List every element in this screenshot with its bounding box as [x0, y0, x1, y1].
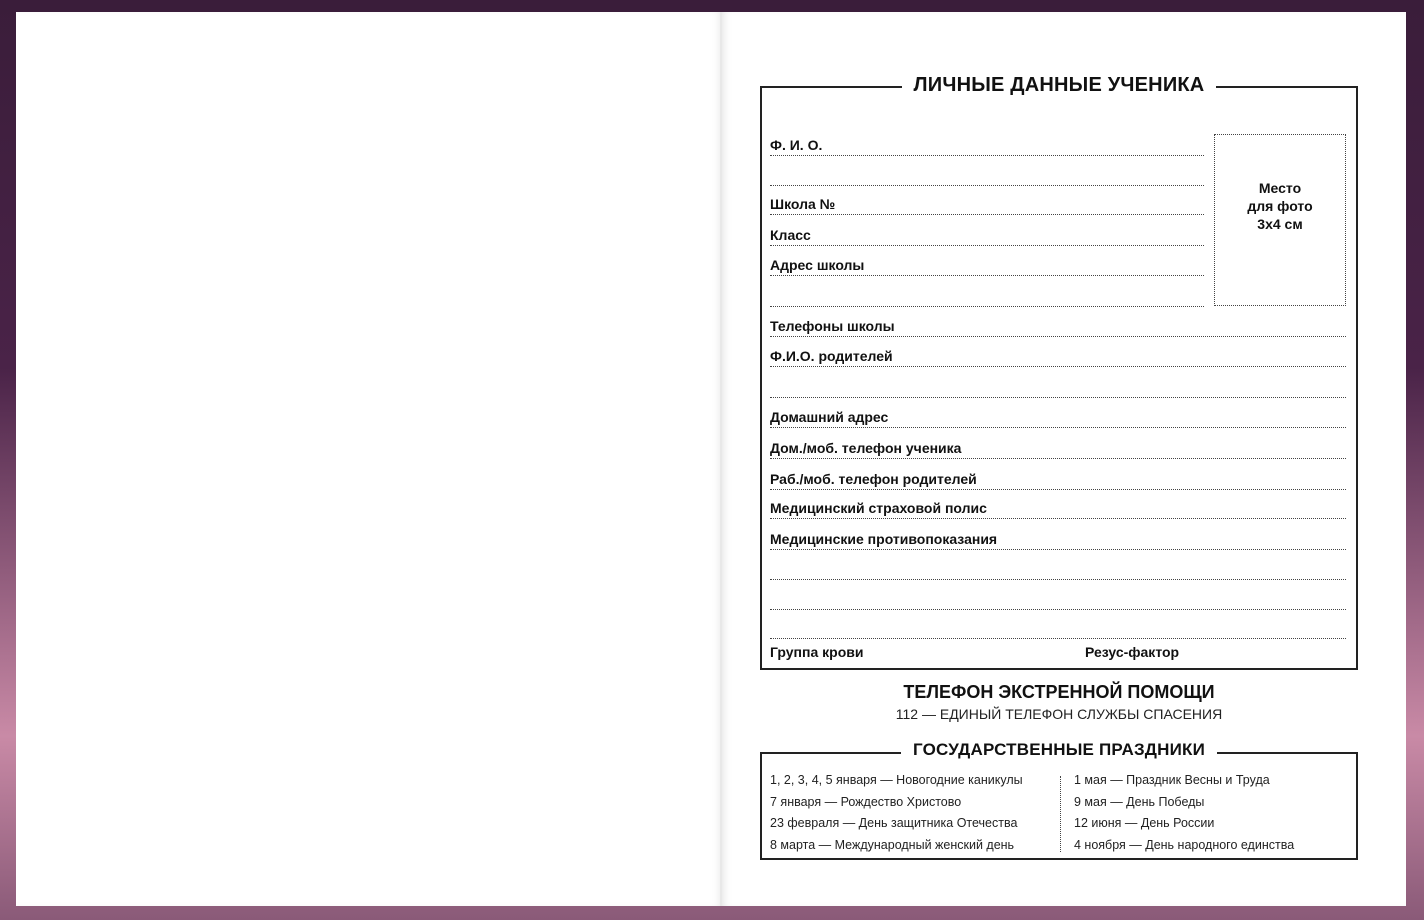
- holiday-item: 8 марта — Международный женский день: [770, 837, 1015, 852]
- school-address-field[interactable]: Адрес школы: [770, 256, 1204, 276]
- photo-placeholder: Место для фото 3x4 см: [1214, 134, 1346, 306]
- school-phones-field[interactable]: Телефоны школы: [770, 317, 1346, 337]
- holidays-title: ГОСУДАРСТВЕННЫЕ ПРАЗДНИКИ: [762, 740, 1356, 760]
- parents-fio-field[interactable]: Ф.И.О. родителей: [770, 347, 1346, 367]
- class-field[interactable]: Класс: [770, 226, 1204, 246]
- fio-field-extra-line[interactable]: [770, 166, 1204, 186]
- contraindications-line-2[interactable]: [770, 560, 1346, 580]
- holiday-item: 12 июня — День России: [1074, 816, 1215, 830]
- contraindications-field[interactable]: Медицинские противопоказания: [770, 530, 1346, 550]
- holidays-left-column: [770, 770, 1023, 856]
- holiday-item: 7 января — Рождество Христово: [770, 794, 962, 809]
- contraindications-line-4[interactable]: [770, 619, 1346, 639]
- fio-field[interactable]: Ф. И. О.: [770, 136, 1204, 156]
- insurance-field[interactable]: Медицинский страховой полис: [770, 499, 1346, 519]
- school-address-extra-line[interactable]: [770, 287, 1204, 307]
- holiday-item: 23 февраля — День защитника Отечества: [770, 816, 1018, 830]
- holiday-item: 1 мая — Праздник Весны и Труда: [1074, 773, 1270, 787]
- personal-data-frame: [760, 74, 1358, 670]
- holidays-right-column: [1074, 770, 1294, 856]
- holidays-frame: [760, 740, 1358, 860]
- personal-data-title: ЛИЧНЫЕ ДАННЫЕ УЧЕНИКА: [762, 74, 1356, 97]
- holiday-item: 9 мая — День Победы: [1074, 794, 1205, 809]
- blood-group-label[interactable]: Группа крови: [770, 644, 864, 660]
- holidays-divider: [1060, 776, 1061, 852]
- student-phone-field[interactable]: Дом./моб. телефон ученика: [770, 439, 1346, 459]
- holiday-item: 1, 2, 3, 4, 5 января — Новогодние каникулы: [770, 773, 1023, 787]
- left-page: [16, 12, 722, 906]
- contraindications-line-3[interactable]: [770, 590, 1346, 610]
- school-number-field[interactable]: Школа №: [770, 195, 1204, 215]
- rhesus-factor-label[interactable]: Резус-фактор: [1085, 644, 1180, 660]
- home-address-field[interactable]: Домашний адрес: [770, 408, 1346, 428]
- parents-fio-extra-line[interactable]: [770, 378, 1346, 398]
- holiday-item: 4 ноября — День народного единства: [1074, 837, 1295, 852]
- emergency-subtitle: 112 — ЕДИНЫЙ ТЕЛЕФОН СЛУЖБЫ СПАСЕНИЯ: [895, 706, 1223, 722]
- parents-phone-field[interactable]: Раб./моб. телефон родителей: [770, 470, 1346, 490]
- emergency-title: ТЕЛЕФОН ЭКСТРЕННОЙ ПОМОЩИ: [903, 682, 1215, 702]
- right-page: [722, 12, 1406, 906]
